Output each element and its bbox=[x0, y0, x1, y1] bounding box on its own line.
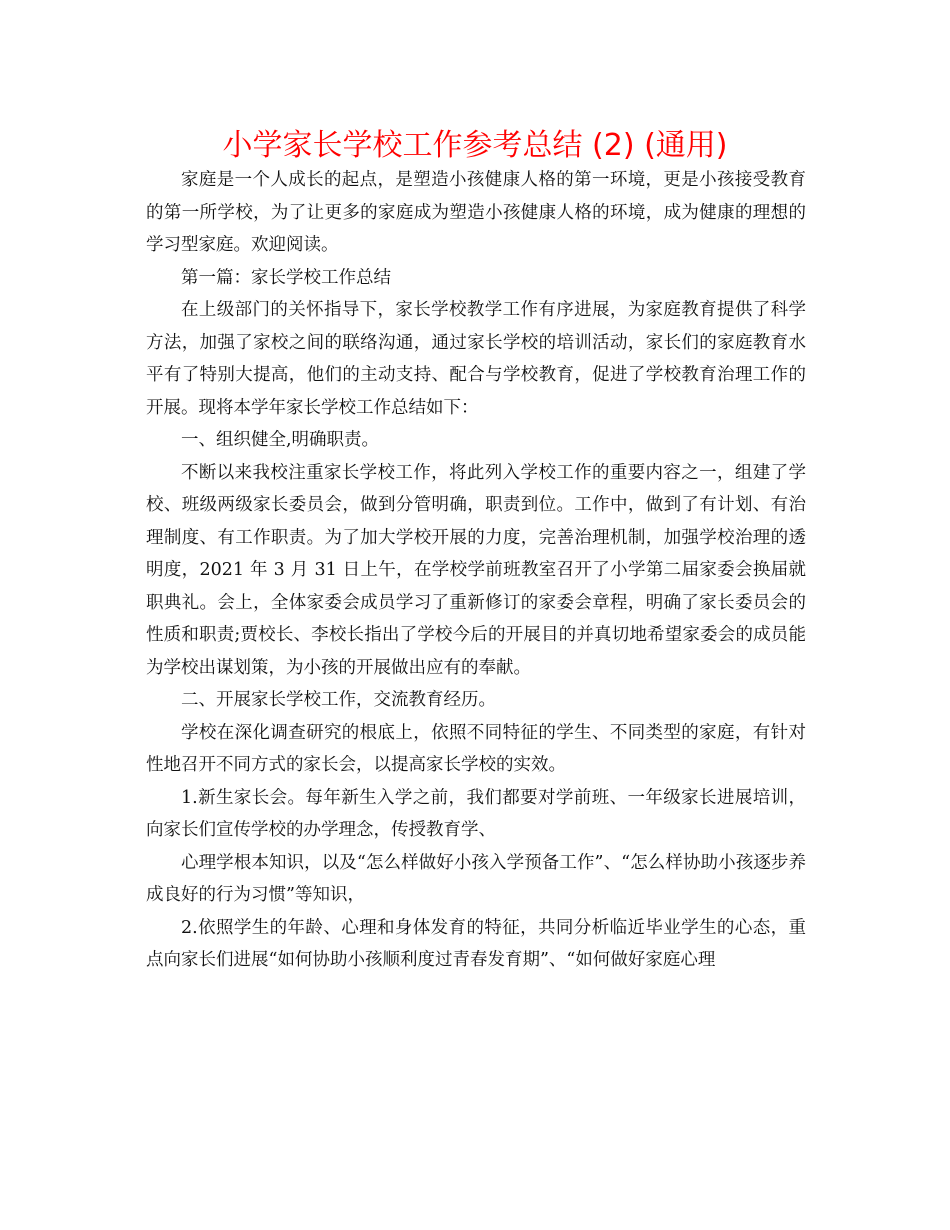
paragraph-section-2: 学校在深化调查研究的根底上，依照不同特征的学生、不同类型的家庭，有针对性地召开不同方式的家长会，以提高家长学校的实效。 bbox=[146, 722, 806, 775]
paragraph-part-heading: 第一篇：家长学校工作总结 bbox=[181, 267, 391, 288]
list-item-1-continued: 心理学根本知识，以及“怎么样做好小孩入学预备工作”、“怎么样协助小孩逐步养成良好的行为习惯”等知识， bbox=[146, 852, 806, 905]
paragraph-overview: 在上级部门的关怀指导下，家长学校教学工作有序进展，为家庭教育提供了科学方法，加强了家校之间的联络沟通，通过家长学校的培训活动，家长们的家庭教育水平有了特别大提高，他们的主动支持、配合与学校教育，促进了学校教育治理工作的开展。现将本学年家长学校工作总结如下： bbox=[146, 300, 806, 418]
list-item-2: 2.依照学生的年龄、心理和身体发育的特征，共同分析临近毕业学生的心态，重点向家长们进展“如何协助小孩顺利度过青春发育期”、“如何做好家庭心理 bbox=[146, 917, 806, 970]
paragraph-intro: 家庭是一个人成长的起点，是塑造小孩健康人格的第一环境，更是小孩接受教育的第一所学校，为了让更多的家庭成为塑造小孩健康人格的环境，成为健康的理想的学习型家庭。欢迎阅读。 bbox=[146, 170, 806, 255]
paragraph-section-1: 不断以来我校注重家长学校工作，将此列入学校工作的重要内容之一，组建了学校、班级两级家长委员会，做到分管明确，职责到位。工作中，做到了有计划、有治理制度、有工作职责。为了加大学校开展的力度，完善治理机制，加强学校治理的透明度，2021 年 3 月 31 日上午，在学校学前班教室召开了小学第二届家委会换届就职典礼。会上，全体家委会成员学习了重新修订的家委会章程，明确了家长委员会的性质和职责;贾校长、李校长指出了学校今后的开展目的并真切地希望家委会的成员能为学校出谋划策，为小孩的开展做出应有的奉献。 bbox=[146, 462, 806, 678]
section-heading-2: 二、开展家长学校工作，交流教育经历。 bbox=[181, 690, 496, 710]
document-title: 小学家长学校工作参考总结 (2) (通用) bbox=[222, 128, 728, 163]
list-item-1: 1.新生家长会。每年新生入学之前，我们都要对学前班、一年级家长进展培训，向家长们宣传学校的办学理念，传授教育学、 bbox=[146, 787, 806, 840]
document-body bbox=[146, 164, 806, 977]
section-heading-1: 一、组织健全,明确职责。 bbox=[181, 430, 380, 450]
